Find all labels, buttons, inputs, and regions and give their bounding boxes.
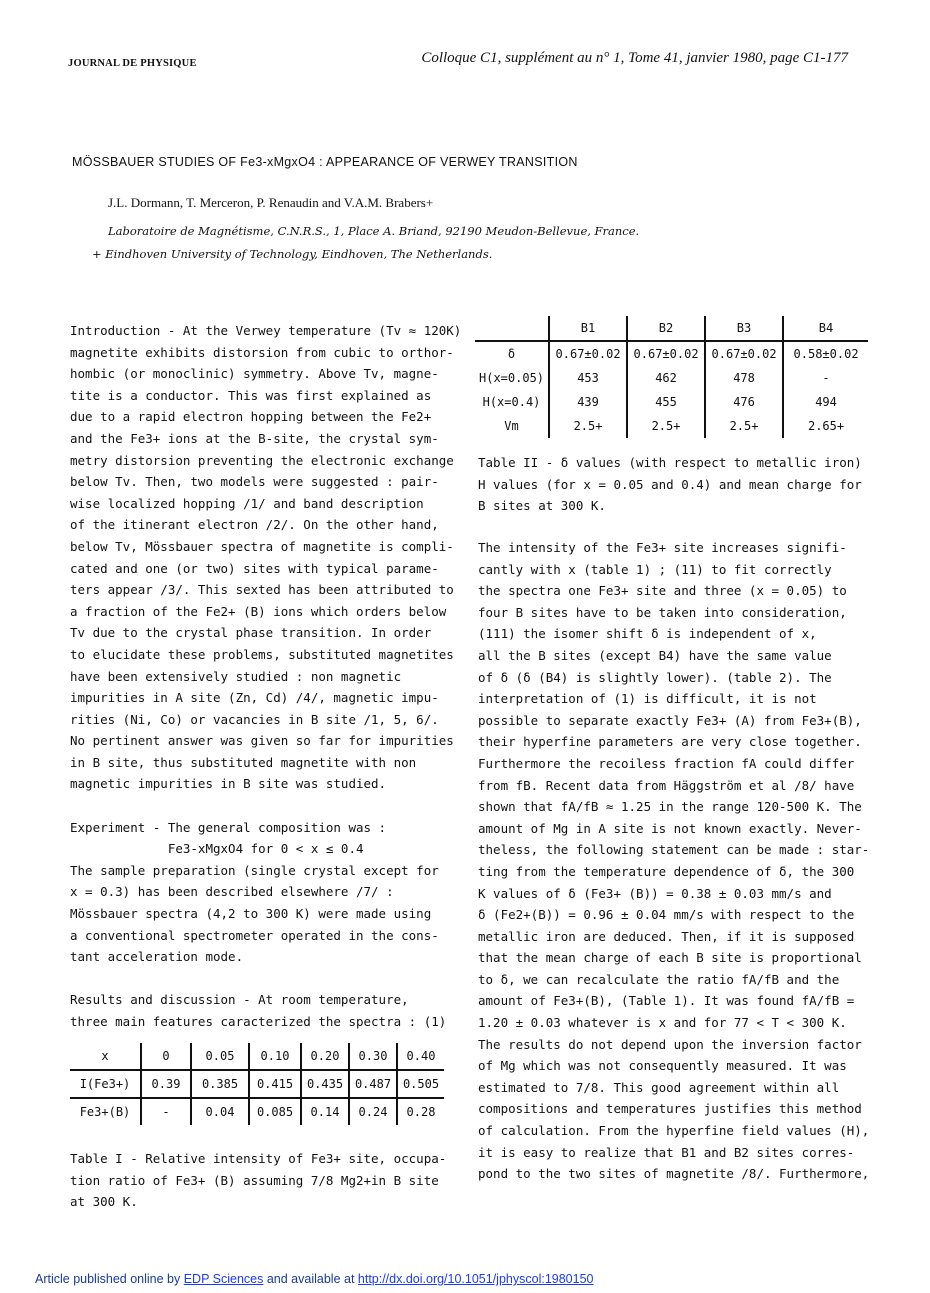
text-line: No pertinent answer was given so far for impurities [70,733,454,749]
text-line: rities (Ni, Co) or vacancies in B site /1, 5, 6/. [70,711,439,727]
text-line: tite is a conductor. This was first explained as [70,387,432,403]
table1-cell: I(Fe3+) [70,1070,141,1098]
table1-cell: 0.04 [191,1098,249,1125]
text-line: below Tv, Mössbauer spectra of magnetite is compli- [70,538,454,554]
journal-name: JOURNAL DE PHYSIQUE [68,58,197,69]
caption-line: Table I - Relative intensity of Fe3+ site, occupa- [70,1151,447,1166]
issue-info: Colloque C1, supplément au n° 1, Tome 41, janvier 1980, page C1-177 [421,50,848,66]
footer-mid: and available at [263,1272,358,1286]
table1-cell: 0.435 [301,1070,349,1098]
table1-cell: 0.39 [141,1070,191,1098]
text-line: from fB. Recent data from Häggström et al /8/ have [478,777,855,793]
table1-cell: - [141,1098,191,1125]
caption-line: tion ratio of Fe3+ (B) assuming 7/8 Mg2+in B site [70,1172,439,1188]
text-line: The intensity of the Fe3+ site increases signifi- [478,540,847,555]
table1-cell: Fe3+(B) [79,1105,131,1119]
text-line: amount of Fe3+(B), (Table 1). It was found fA/fB = [478,993,855,1009]
text-line: pond to the two sites of magnetite /8/. Furthermore, [478,1166,870,1182]
text-line: of the itinerant electron /2/. On the other hand, [70,517,439,533]
text-line: estimated to 7/8. This good agreement within all [478,1079,840,1095]
text-line: their hyperfine parameters are very close together. [478,734,862,750]
table2-caption [478,452,862,517]
text-line: a conventional spectrometer operated in the cons- [70,927,439,943]
text-line: metallic iron are deduced. Then, if it is supposed [478,928,855,944]
text-line: Mössbauer spectra (4,2 to 300 K) were made using [70,906,432,922]
text-line: cated and one (or two) sites with typical parame- [70,560,439,576]
text-line [70,795,455,817]
table1-cell: 0.385 [191,1070,249,1098]
table1-cell: 0.085 [249,1098,301,1125]
text-line: The results do not depend upon the inversion factor [478,1036,862,1052]
text-line: below Tv. Then, two models were suggested : pair- [70,474,439,490]
table1-caption [70,1148,446,1213]
text-line: to elucidate these problems, substituted magnetites [70,646,454,662]
table2-header-cell [475,316,549,341]
text-line: shown that fA/fB ≈ 1.25 in the range 120-500 K. The [478,799,862,815]
text-line: K values of δ (Fe3+ (B)) = 0.38 ± 0.03 mm/s and [478,885,832,901]
text-line: The sample preparation (single crystal except for [70,862,439,878]
table1-header-cell: 0 [141,1043,191,1070]
text-line: due to a rapid electron hopping between the Fe2+ [70,409,432,425]
table1-header-cell: 0.10 [249,1043,301,1070]
text-line: interpretation of (1) is difficult, it is not [478,691,817,707]
text-line: amount of Mg in A site is not known exactly. Never- [478,820,862,836]
text-line: ters appear /3/. This sexted has been attributed to [70,582,454,598]
text-line: theless, the following statement can be made : star- [478,842,870,858]
table2-cell: 0.58±0.02 [783,341,868,366]
table2-cell: 494 [783,390,868,414]
text-line: hombic (or monoclinic) symmetry. Above Tv, magne- [70,366,439,382]
text-line: to δ, we can recalculate the ratio fA/fB and the [478,971,840,987]
text-line: three main features caracterized the spectra : (1) [70,1014,447,1029]
text-line: 1.20 ± 0.03 whatever is x and for 77 < T < 300 K. [478,1015,847,1031]
text-line: and the Fe3+ ions at the B-site, the crystal sym- [70,430,439,446]
text-line: a fraction of the Fe2+ (B) ions which orders below [70,603,447,619]
table2-header-cell: B3 [705,316,783,341]
authors: J.L. Dormann, T. Merceron, P. Renaudin and V.A.M. Brabers+ [108,195,434,210]
table2-cell: 2.5+ [627,414,705,438]
footer [35,1272,593,1286]
text-line: impurities in A site (Zn, Cd) /4/, magnetic impu- [70,690,439,706]
table1-cell: 0.24 [349,1098,397,1125]
table2-header-cell: B4 [783,316,868,341]
text-line: of δ (δ (B4) is slightly lower). (table 2). The [478,669,832,685]
table2-header-cell: B2 [627,316,705,341]
table2-cell: Vm [504,419,519,433]
table2-cell: H(x=0.4) [482,395,541,409]
table2-cell: 2.5+ [705,414,783,438]
table2-cell: H(x=0.05) [479,371,545,385]
doi-link[interactable]: http://dx.doi.org/10.1051/jphyscol:1980150 [357,1272,594,1286]
text-line: Tv due to the crystal phase transition. In order [70,625,432,641]
table2-cell: δ [507,347,516,361]
table-1 [70,1043,444,1125]
text-line: magnetite exhibits distorsion from cubic to orthor- [70,344,454,360]
text-line: Experiment - The general composition was : [70,819,387,835]
table2-cell: 455 [627,390,705,414]
table2-cell: 0.67±0.02 [549,341,627,366]
table2-cell: 453 [549,366,627,390]
footer-text: Article published online by [35,1272,184,1286]
text-line: possible to separate exactly Fe3+ (A) from Fe3+(B), [478,712,862,728]
text-line: x = 0.3) has been described elsewhere /7/ : [70,884,394,900]
text-line: of calculation. From the hyperfine field values (H), [478,1123,870,1139]
caption-line: B sites at 300 K. [478,498,606,514]
table1-cell: 0.28 [397,1098,444,1125]
text-line: metry distorsion preventing the electronic exchange [70,452,454,468]
publisher-link[interactable]: EDP Sciences [183,1272,264,1286]
text-line: in B site, thus substituted magnetite with non [70,754,417,770]
table2-cell: 0.67±0.02 [705,341,783,366]
text-line: Results and discussion - At room temperature, [70,992,409,1008]
table2-header-cell: B1 [549,316,627,341]
table1-header-cell: 0.20 [301,1043,349,1070]
paper-title: MÖSSBAUER STUDIES OF Fe3-xMgxO4 : APPEARANCE OF VERWEY TRANSITION [72,155,578,169]
text-line: Fe3-xMgxO4 for 0 < x ≤ 0.4 [70,841,364,857]
table2-cell: 2.5+ [549,414,627,438]
text-line: cantly with x (table 1) ; (11) to fit correctly [478,561,832,577]
left-column [70,320,462,1033]
text-line: (111) the isomer shift δ is independent of x, [478,626,817,642]
text-line: it is easy to realize that B1 and B2 sites corres- [478,1144,855,1160]
text-line: all the B sites (except B4) have the same value [478,647,832,663]
text-line: the spectra one Fe3+ site and three (x = 0.05) to [478,583,847,599]
affiliation-1: Laboratoire de Magnétisme, C.N.R.S., 1, Place A. Briand, 92190 Meudon-Bellevue, France. [108,224,640,238]
text-line: δ (Fe2+(B)) = 0.96 ± 0.04 mm/s with respect to the [478,907,855,923]
table1-cell: 0.14 [301,1098,349,1125]
table2-cell: 478 [705,366,783,390]
text-line [70,968,455,990]
table2-cell: 476 [705,390,783,414]
table1-cell: 0.415 [249,1070,301,1098]
text-line: tant acceleration mode. [70,949,244,965]
table1-header-cell: 0.30 [349,1043,397,1070]
affiliation-2: + Eindhoven University of Technology, Eindhoven, The Netherlands. [92,247,493,261]
table1-header-cell: 0.05 [191,1043,249,1070]
right-column [478,537,868,1185]
text-line: Introduction - At the Verwey temperature (Tv ≈ 120K) [70,323,462,338]
caption-line: at 300 K. [70,1194,138,1210]
text-line: wise localized hopping /1/ and band description [70,495,424,511]
caption-line: H values (for x = 0.05 and 0.4) and mean charge for [478,476,862,492]
text-line: four B sites have to be taken into consideration, [478,604,847,620]
table-2 [475,316,868,438]
table1-header-cell: x [70,1043,141,1070]
table1-cell: 0.505 [397,1070,444,1098]
text-line: that the mean charge of each B site is proportional [478,950,862,966]
text-line: Furthermore the recoiless fraction fA could differ [478,755,855,771]
table2-cell: 2.65+ [783,414,868,438]
table2-cell: - [783,366,868,390]
caption-line: Table II - δ values (with respect to metallic iron) [478,455,862,470]
text-line: of Mg which was not consequently measured. It was [478,1058,847,1074]
text-line: ting from the temperature dependence of δ, the 300 [478,863,855,879]
text-line: magnetic impurities in B site was studied. [70,776,387,792]
table2-cell: 439 [549,390,627,414]
table2-cell: 0.67±0.02 [627,341,705,366]
table1-header-cell: 0.40 [397,1043,444,1070]
table2-cell: 462 [627,366,705,390]
text-line: have been extensively studied : non magnetic [70,668,402,684]
table1-cell: 0.487 [349,1070,397,1098]
text-line: compositions and temperatures justifies this method [478,1101,862,1117]
